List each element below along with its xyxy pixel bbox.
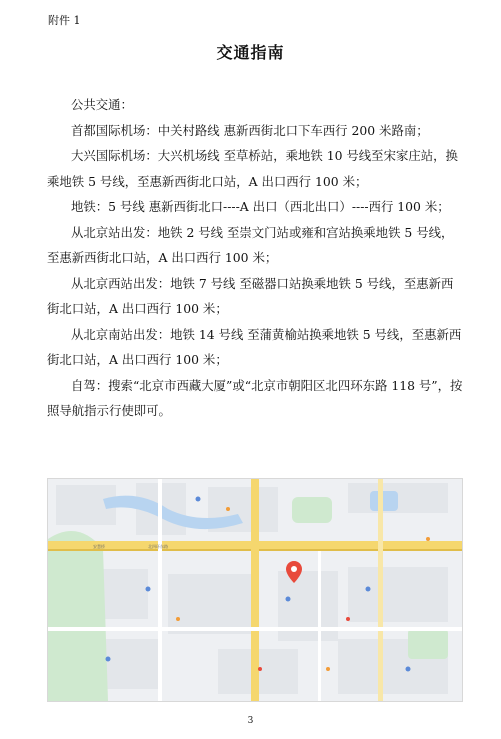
park-area bbox=[48, 531, 108, 701]
road-label-main: 北四环东路 bbox=[148, 544, 168, 549]
paragraph-subway: 地铁：5 号线 惠新西街北口----A 出口（西北出口）----西行 100 米； bbox=[71, 199, 450, 214]
paragraph-beijing-south: 从北京南站出发：地铁 14 号线 至蒲黄榆站换乘地铁 5 号线，至惠新西街北口站，A 出口西行 100 米； bbox=[47, 326, 462, 367]
paragraph-daxing-airport: 大兴国际机场：大兴机场线 至草桥站，乘地铁 10 号线至宋家庄站，换乘地铁 5 号线，至惠新西街北口站，A 出口西行 100 米； bbox=[47, 148, 458, 189]
paragraph-public-transport: 公共交通： bbox=[71, 97, 133, 112]
page-title: 交通指南 bbox=[216, 43, 285, 62]
annex-label: 附件 1 bbox=[48, 14, 81, 27]
paragraph-capital-airport: 首都国际机场：中关村路线 惠新西街北口下车西行 200 米路南； bbox=[71, 122, 429, 138]
map-graphic bbox=[48, 479, 462, 701]
road-label-west: 安慧桥 bbox=[93, 544, 105, 549]
paragraph-self-drive: 自驾：搜索“北京市西藏大厦”或“北京市朝阳区北四环东路 118 号”，按照导航指示行使即可。 bbox=[47, 377, 463, 418]
location-map bbox=[47, 478, 463, 702]
page-number: 3 bbox=[247, 716, 254, 726]
document-body bbox=[47, 92, 465, 424]
paragraph-beijing-station: 从北京站出发：地铁 2 号线 至崇文门站或雍和宫站换乘地铁 5 号线，至惠新西街北口站，A 出口西行 100 米； bbox=[47, 224, 454, 265]
cross-road bbox=[251, 479, 259, 701]
paragraph-beijing-west: 从北京西站出发：地铁 7 号线 至磁器口站换乘地铁 5 号线，至惠新西街北口站，A 出口西行 100 米； bbox=[47, 275, 454, 316]
